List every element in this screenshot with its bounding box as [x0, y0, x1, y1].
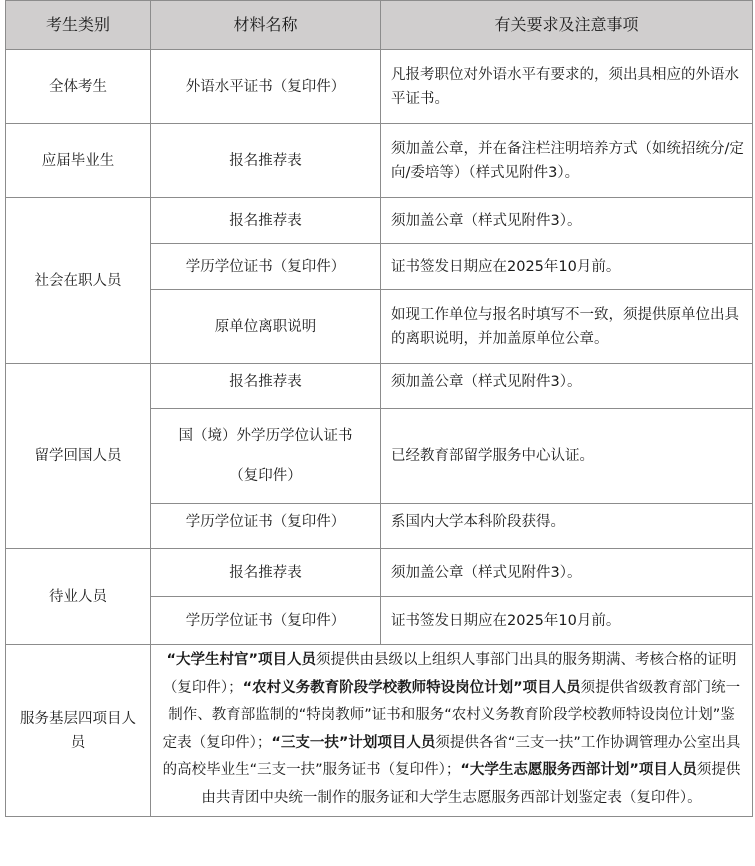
material-cell	[151, 409, 381, 504]
project-name: “大学生村官”项目人员	[166, 652, 317, 668]
project-requirement: 须提供各省“三支一扶”工作协调管理办公室出具的高校毕业生“三支一扶”服务证书（复印件）；	[162, 734, 741, 778]
table-row	[6, 50, 753, 124]
requirement-cell: 如现工作单位与报名时填写不一致，须提供原单位出具的离职说明，并加盖原单位公章。	[381, 290, 753, 364]
header-category: 考生类别	[6, 1, 151, 50]
project-requirement: 须提供由县级以上组织人事部门出具的服务期满、考核合格的证明（复印件）；	[162, 652, 737, 696]
materials-table	[5, 0, 753, 817]
project-name: “农村义务教育阶段学校教师特设岗位计划”项目人员	[242, 679, 581, 696]
requirement-cell: 须加盖公章（样式见附件3）。	[381, 549, 753, 597]
project-requirement: 须提供由共青团中央统一制作的服务证和大学生志愿服务西部计划鉴定表（复印件）。	[201, 762, 741, 806]
requirement-cell: 须加盖公章（样式见附件3）。	[381, 364, 753, 409]
requirement-cell: 须加盖公章（样式见附件3）。	[381, 198, 753, 244]
requirement-cell: 证书签发日期应在2025年10月前。	[381, 244, 753, 290]
header-material: 材料名称	[151, 1, 381, 50]
material-line: 国（境）外学历学位认证书	[178, 428, 353, 444]
category-cell: 服务基层四项目人员	[6, 645, 151, 817]
material-cell: 报名推荐表	[151, 364, 381, 409]
project-name: “大学生志愿服务西部计划”项目人员	[460, 762, 697, 778]
material-cell: 报名推荐表	[151, 549, 381, 597]
material-cell: 原单位离职说明	[151, 290, 381, 364]
table-row	[6, 549, 753, 597]
requirement-cell: 已经教育部留学服务中心认证。	[381, 409, 753, 504]
requirement-cell: 凡报考职位对外语水平有要求的，须出具相应的外语水平证书。	[381, 50, 753, 124]
material-cell: 外语水平证书（复印件）	[151, 50, 381, 124]
material-cell: 学历学位证书（复印件）	[151, 597, 381, 645]
material-line: （复印件）	[229, 468, 302, 484]
requirement-cell: 系国内大学本科阶段获得。	[381, 504, 753, 549]
requirement-cell: 证书签发日期应在2025年10月前。	[381, 597, 753, 645]
material-cell: 学历学位证书（复印件）	[151, 504, 381, 549]
material-cell: 报名推荐表	[151, 198, 381, 244]
table-row	[6, 364, 753, 409]
table-row	[6, 645, 753, 817]
table-row	[6, 198, 753, 244]
project-name: “三支一扶”计划项目人员	[271, 734, 436, 751]
material-cell: 学历学位证书（复印件）	[151, 244, 381, 290]
project-requirement: 须提供省级教育部门统一制作、教育部监制的“特岗教师”证书和服务“农村义务教育阶段学校教师特设岗位计划”鉴定表（复印件）；	[162, 679, 741, 751]
category-cell: 社会在职人员	[6, 198, 151, 364]
material-cell: 报名推荐表	[151, 124, 381, 198]
category-cell: 应届毕业生	[6, 124, 151, 198]
service-requirement-cell	[151, 645, 753, 817]
category-cell: 全体考生	[6, 50, 151, 124]
requirement-cell: 须加盖公章，并在备注栏注明培养方式（如统招统分/定向/委培等）（样式见附件3）。	[381, 124, 753, 198]
category-cell: 待业人员	[6, 549, 151, 645]
category-cell: 留学回国人员	[6, 364, 151, 549]
header-requirement: 有关要求及注意事项	[381, 1, 753, 50]
header-row	[6, 1, 753, 50]
table-row	[6, 124, 753, 198]
